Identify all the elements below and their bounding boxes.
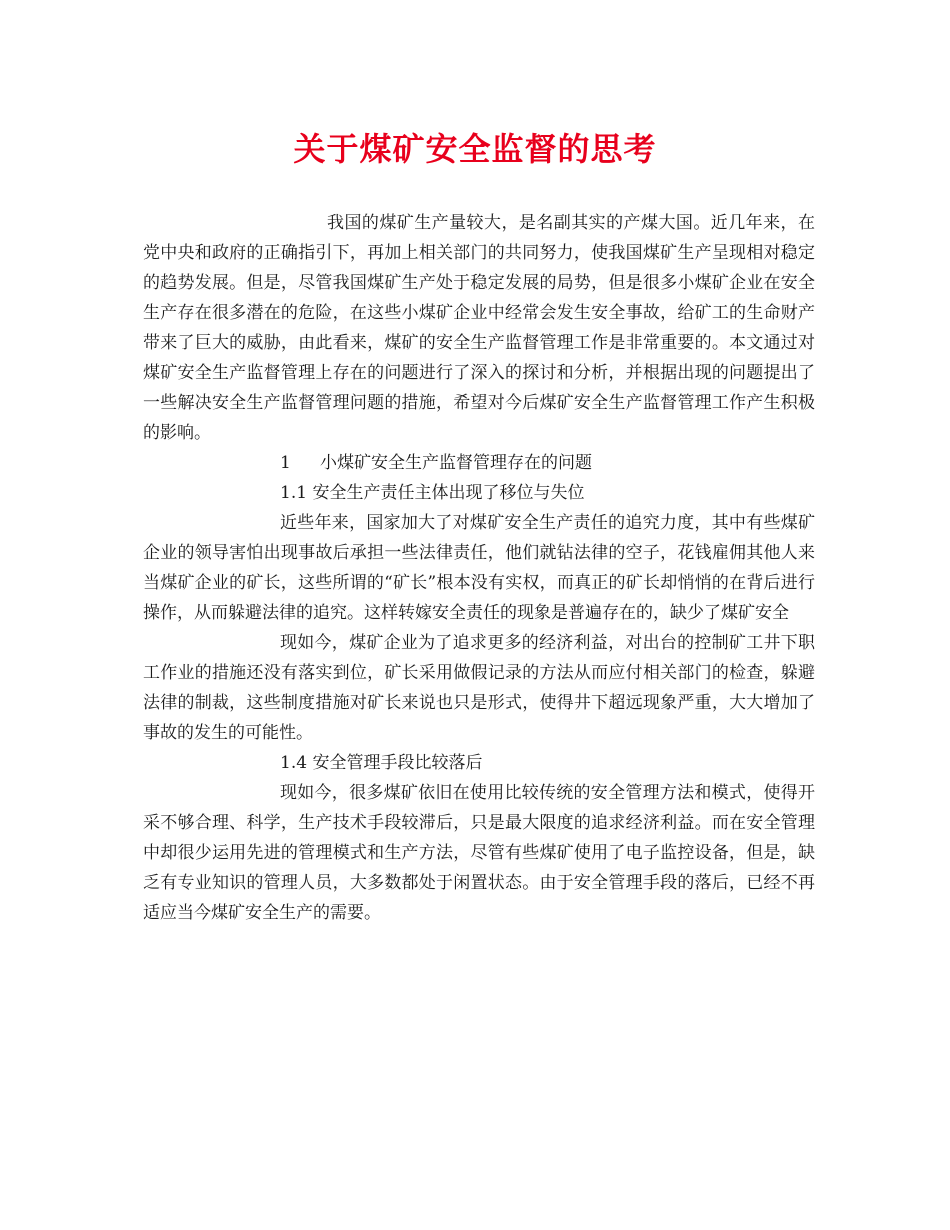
body-paragraph-3: 现如今，很多煤矿依旧在使用比较传统的安全管理方法和模式，使得开采不够合理、科学，生产技术手段较滞后，只是最大限度的追求经济利益。而在安全管理中却很少运用先进的管理模式和生产方法，尽管有些煤矿使用了电子监控设备，但是，缺乏有专业知识的管理人员，大多数都处于闲置状态。由于安全管理手段的落后，已经不再适应当今煤矿安全生产的需要。 <box>143 783 815 923</box>
document-body <box>143 208 815 928</box>
section-1-number: 1 <box>280 453 291 473</box>
intro-paragraph: 我国的煤矿生产量较大，是名副其实的产煤大国。近几年来，在党中央和政府的正确指引下，再加上相关部门的共同努力，使我国煤矿生产呈现相对稳定的趋势发展。但是，尽管我国煤矿生产处于稳定发展的局势，但是很多小煤矿企业在安全生产存在很多潜在的危险，在这些小煤矿企业中经常会发生安全事故，给矿工的生命财产带来了巨大的威胁，由此看来，煤矿的安全生产监督管理工作是非常重要的。本文通过对煤矿安全生产监督管理上存在的问题进行了深入的探讨和分析，并根据出现的问题提出了一些解决安全生产监督管理问题的措施，希望对今后煤矿安全生产监督管理工作产生积极的影响。 <box>143 213 815 443</box>
section-1-heading <box>143 448 815 478</box>
section-1-title: 小煤矿安全生产监督管理存在的问题 <box>320 453 592 473</box>
body-paragraph-1: 近些年来，国家加大了对煤矿安全生产责任的追究力度，其中有些煤矿企业的领导害怕出现事故后承担一些法律责任，他们就钻法律的空子，花钱雇佣其他人来当煤矿企业的矿长，这些所谓的“矿长”根本没有实权，而真正的矿长却悄悄的在背后进行操作，从而躲避法律的追究。这样转嫁安全责任的现象是普遍存在的，缺少了煤矿安全 <box>143 513 815 623</box>
document-title: 关于煤矿安全监督的思考 <box>293 130 657 168</box>
section-1-1-heading: 1.1 安全生产责任主体出现了移位与失位 <box>280 483 585 503</box>
body-paragraph-2: 现如今，煤矿企业为了追求更多的经济利益，对出台的控制矿工井下职工作业的措施还没有落实到位，矿长采用做假记录的方法从而应付相关部门的检查，躲避法律的制裁，这些制度措施对矿长来说也只是形式，使得井下超远现象严重，大大增加了事故的发生的可能性。 <box>143 633 815 743</box>
section-1-4-heading: 1.4 安全管理手段比较落后 <box>280 753 483 773</box>
